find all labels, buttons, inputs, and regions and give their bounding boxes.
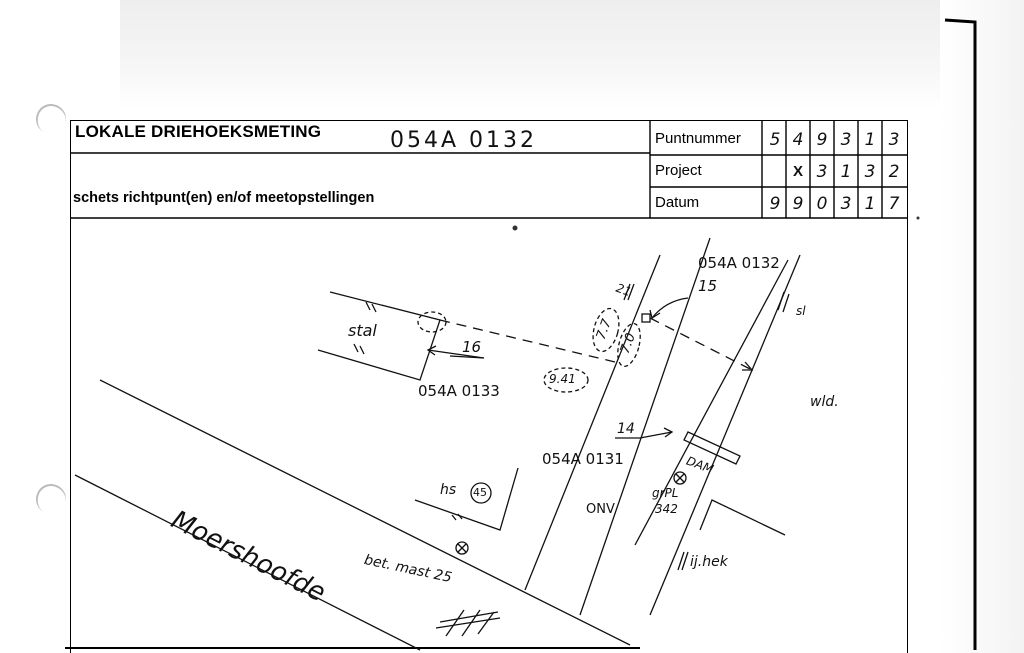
label-hs: hs bbox=[440, 482, 457, 498]
datum-digit: 3 bbox=[840, 194, 852, 214]
project-digit: 2 bbox=[888, 162, 900, 182]
sketch-lines bbox=[75, 238, 800, 650]
label-onv: ONV bbox=[586, 502, 615, 517]
label-mast: bet. mast 25 bbox=[362, 552, 454, 587]
puntnummer-digit: 5 bbox=[769, 130, 781, 150]
datum-label: Datum bbox=[655, 194, 700, 211]
tick-mark bbox=[678, 552, 688, 570]
puntnummer-digit: 9 bbox=[816, 130, 828, 150]
puntnummer-digit: 4 bbox=[792, 130, 804, 150]
project-label: Project bbox=[655, 162, 702, 179]
label-sl: sl bbox=[796, 304, 806, 318]
project-digit: 3 bbox=[864, 162, 876, 182]
form-subtitle: schets richtpunt(en) en/of meetopstellingen bbox=[73, 190, 375, 206]
ink-dot bbox=[917, 217, 920, 220]
ink-dot bbox=[513, 226, 518, 231]
measure-line-right bbox=[650, 318, 752, 370]
label-342: 342 bbox=[655, 502, 678, 516]
puntnummer-digit: 3 bbox=[888, 130, 900, 150]
datum-digit: 1 bbox=[864, 194, 876, 214]
label-14: 14 bbox=[617, 421, 635, 437]
label-street: Moershoofde bbox=[166, 505, 331, 609]
label-16: 16 bbox=[462, 338, 482, 356]
label-point-left: 054A 0133 bbox=[418, 382, 500, 400]
datum-digit: 0 bbox=[816, 194, 828, 214]
tick-mark bbox=[778, 292, 789, 312]
project-digit: X bbox=[792, 163, 803, 180]
label-grpl: grPL bbox=[652, 486, 679, 500]
measure-9-41: 9.41 bbox=[549, 372, 576, 386]
label-house-number: 45 bbox=[473, 486, 487, 499]
measure-7-0: 7.0 bbox=[617, 331, 639, 356]
label-hek: ij.hek bbox=[690, 554, 728, 570]
datum-digit: 7 bbox=[888, 194, 900, 214]
datum-digit: 9 bbox=[769, 194, 781, 214]
path-edge-left bbox=[525, 255, 660, 590]
page-edge-mark bbox=[945, 20, 975, 650]
label-dam: DAM bbox=[684, 453, 716, 477]
label-21: 21 bbox=[614, 280, 634, 300]
project-digit: 3 bbox=[816, 162, 828, 182]
point-15-marker bbox=[642, 314, 650, 322]
puntnummer-digit: 3 bbox=[840, 130, 852, 150]
document-number: 054A 0132 bbox=[390, 128, 538, 153]
puntnummer-label: Puntnummer bbox=[655, 130, 741, 147]
project-digit: 1 bbox=[840, 162, 852, 182]
measure-7-7: 7.7 bbox=[593, 317, 615, 342]
hs-corner bbox=[415, 468, 518, 530]
label-point-mid: 054A 0131 bbox=[542, 450, 624, 468]
label-15: 15 bbox=[698, 277, 718, 295]
hatch-mark bbox=[436, 610, 500, 636]
stal-outline bbox=[318, 292, 440, 380]
label-wld: wld. bbox=[810, 394, 839, 410]
datum-digit: 9 bbox=[792, 194, 804, 214]
hek-outline bbox=[700, 500, 785, 535]
label-point-top: 054A 0132 bbox=[698, 254, 780, 272]
form-title: LOKALE DRIEHOEKSMETING bbox=[75, 122, 322, 141]
tick-mark bbox=[354, 344, 364, 354]
label-stal: stal bbox=[348, 321, 377, 340]
puntnummer-digit: 1 bbox=[864, 130, 876, 150]
